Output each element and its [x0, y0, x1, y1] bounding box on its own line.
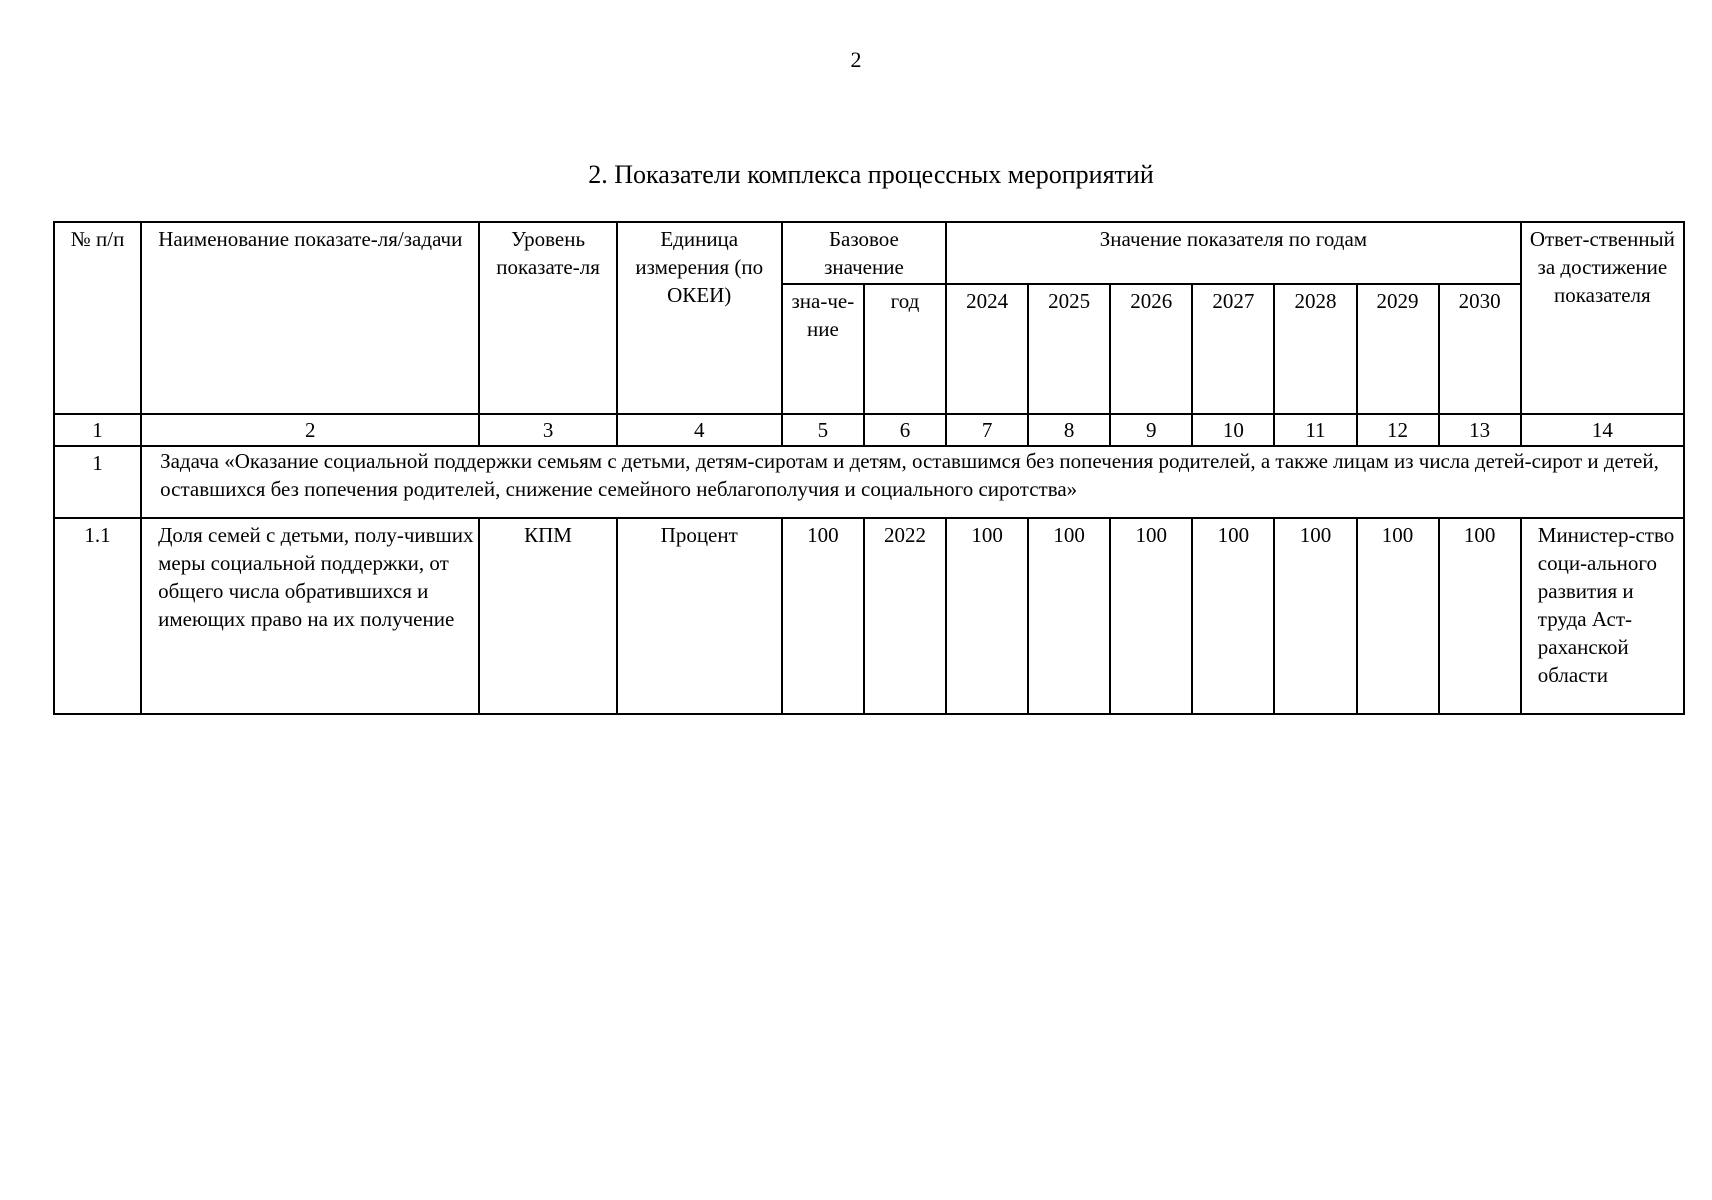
- column-number: 1: [54, 414, 141, 446]
- row-responsible: Министер-ство соци-ального развития и труда Аст-раханской области: [1521, 518, 1684, 714]
- indicators-table: [53, 221, 1685, 715]
- row-level: КПМ: [479, 518, 616, 714]
- header-base-year: год: [864, 284, 946, 414]
- row-indicator-name: Доля семей с детьми, полу-чивших меры социальной поддержки, от общего числа обратившихся и имеющих право на их получение: [141, 518, 479, 714]
- table-row: [54, 518, 1684, 714]
- row-year-value: 100: [1439, 518, 1521, 714]
- column-number: 11: [1274, 414, 1356, 446]
- row-year-value: 100: [1110, 518, 1192, 714]
- column-number: 6: [864, 414, 946, 446]
- row-unit: Процент: [617, 518, 782, 714]
- row-year-value: 100: [1028, 518, 1110, 714]
- header-year: 2025: [1028, 284, 1110, 414]
- header-year: 2030: [1439, 284, 1521, 414]
- column-number: 10: [1192, 414, 1274, 446]
- column-number: 5: [782, 414, 864, 446]
- row-year-value: 100: [1274, 518, 1356, 714]
- task-row: [54, 446, 1684, 518]
- header-year: 2026: [1110, 284, 1192, 414]
- task-text: Задача «Оказание социальной поддержки семьям с детьми, детям-сиротам и детям, оставшимся без попечения родителей, а также лицам из числа детей-сирот и детей, оставшихся без попечения родителей, снижение семейного неблагополучия и социального сиротства»: [141, 446, 1684, 518]
- header-year: 2024: [946, 284, 1028, 414]
- header-years-title: Значение показателя по годам: [946, 222, 1521, 284]
- header-row-top: [54, 222, 1684, 284]
- column-number: 12: [1357, 414, 1439, 446]
- header-year: 2027: [1192, 284, 1274, 414]
- column-number: 14: [1521, 414, 1684, 446]
- row-base-value: 100: [782, 518, 864, 714]
- row-year-value: 100: [946, 518, 1028, 714]
- column-number-row: [54, 414, 1684, 446]
- column-number: 7: [946, 414, 1028, 446]
- column-number: 4: [617, 414, 782, 446]
- row-num: 1.1: [54, 518, 141, 714]
- header-base: Базовое значение: [782, 222, 946, 284]
- header-unit: Единица измерения (по ОКЕИ): [617, 222, 782, 414]
- header-name: Наименование показате-ля/задачи: [141, 222, 479, 414]
- header-responsible: Ответ-ственный за достижение показателя: [1521, 222, 1684, 414]
- column-number: 13: [1439, 414, 1521, 446]
- header-year: 2029: [1357, 284, 1439, 414]
- task-num: 1: [54, 446, 141, 518]
- row-year-value: 100: [1192, 518, 1274, 714]
- column-number: 9: [1110, 414, 1192, 446]
- section-title: 2. Показатели комплекса процессных мероприятий: [588, 160, 1154, 189]
- header-num: № п/п: [54, 222, 141, 414]
- column-number: 2: [141, 414, 479, 446]
- row-year-value: 100: [1357, 518, 1439, 714]
- column-number: 8: [1028, 414, 1110, 446]
- page-number: 2: [850, 47, 862, 72]
- header-level: Уровень показате-ля: [479, 222, 616, 414]
- row-base-year: 2022: [864, 518, 946, 714]
- header-year: 2028: [1274, 284, 1356, 414]
- header-base-value: зна-че-ние: [782, 284, 864, 414]
- column-number: 3: [479, 414, 616, 446]
